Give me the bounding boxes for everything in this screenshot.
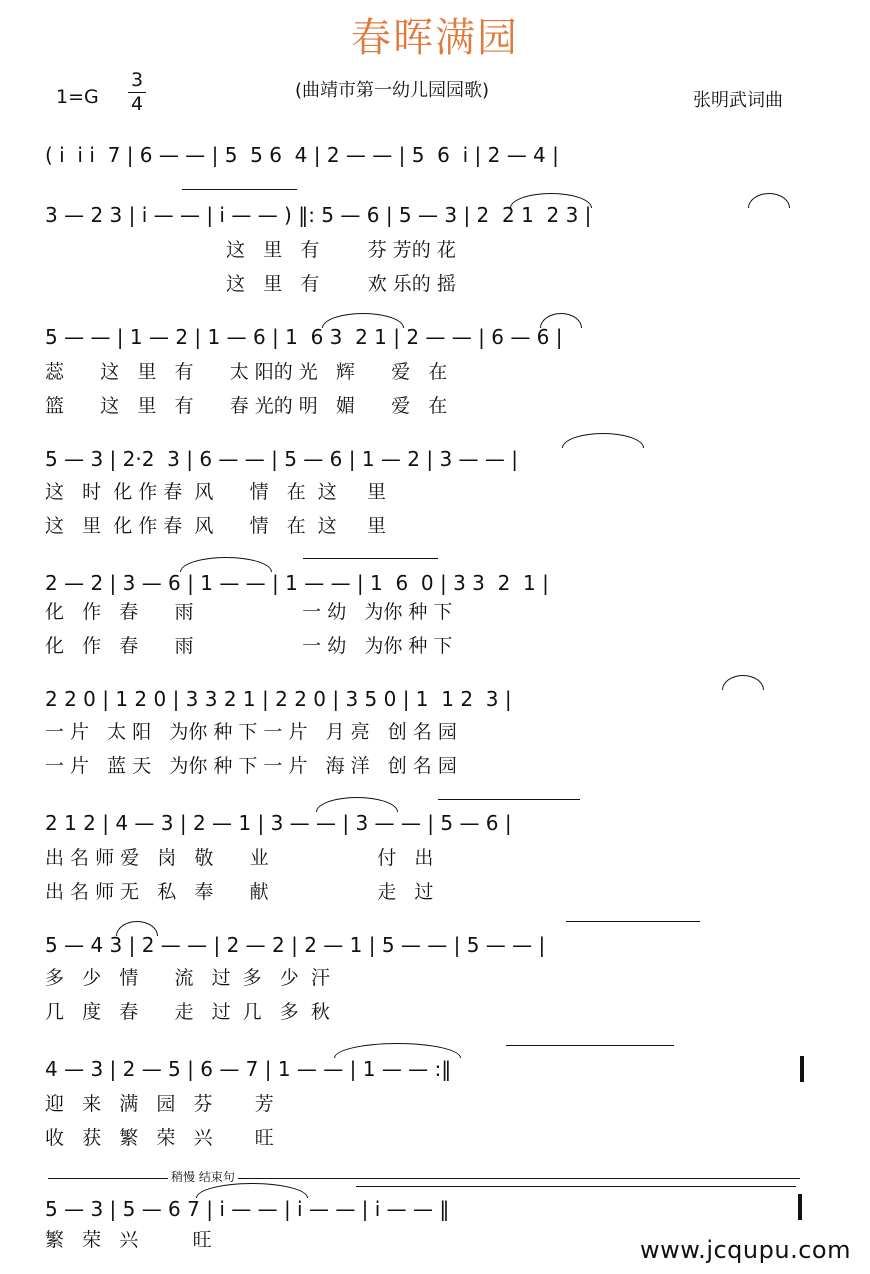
notation-row: 5 — 3 | 5 — 6 7 | i — — | i — — | i — — ‖ [45,1197,450,1221]
slur-mark [322,313,404,328]
phrase-line [48,1178,800,1179]
lyric-line-2: 化 作 春 雨 一 幼 为你 种 下 [45,635,453,657]
lyric-line-2: 这 里 有 欢 乐的 摇 [45,273,456,295]
tie-mark [506,1045,674,1046]
lyric-line-2: 一 片 蓝 天 为你 种 下 一 片 海 洋 创 名 园 [45,755,457,777]
slur-mark [334,1043,461,1058]
slur-mark [116,921,158,936]
lyric-line-2: 篮 这 里 有 春 光的 明 媚 爱 在 [45,395,448,417]
lyric-line-1: 多 少 情 流 过 多 少 汗 [45,967,330,989]
tie-mark [182,189,297,190]
lyric-line-2: 出 名 师 无 私 奉 献 走 过 [45,881,434,903]
lyric-line-1: 繁 荣 兴 旺 [45,1229,212,1251]
tie-mark [303,558,438,559]
slur-mark [196,1183,308,1198]
lyric-line-1: 出 名 师 爱 岗 敬 业 付 出 [45,847,434,869]
notation-row: 5 — — | 1 — 2 | 1 — 6 | 1 6 3 2 1 | 2 — — | 6 — 6 | [45,325,563,349]
time-signature-bottom: 4 [130,93,144,115]
subtitle: (曲靖市第一幼儿园园歌) [295,80,490,101]
lyric-line-2: 几 度 春 走 过 几 多 秋 [45,1001,330,1023]
repeat-end-barline [800,1056,804,1082]
slur-mark [562,433,644,448]
slur-mark [540,313,582,328]
slur-mark [748,193,790,208]
lyric-line-1: 化 作 春 雨 一 幼 为你 种 下 [45,601,453,623]
song-title: 春晖满园 [351,15,519,61]
notation-row: 2 2 0 | 1 2 0 | 3 3 2 1 | 2 2 0 | 3 5 0 | 1 1 2 3 | [45,687,512,711]
watermark: www.jcqupu.com [640,1236,851,1264]
notation-row: 4 — 3 | 2 — 5 | 6 — 7 | 1 — — | 1 — — :‖ [45,1057,452,1081]
composer-credit: 张明武词曲 [693,90,783,111]
tempo-mark: 稍慢 结束句 [168,1168,238,1185]
notation-row: 2 1 2 | 4 — 3 | 2 — 1 | 3 — — | 3 — — | 5 — 6 | [45,811,512,835]
notation-row: 5 — 4 3 | 2 — — | 2 — 2 | 2 — 1 | 5 — — | 5 — — | [45,933,546,957]
lyric-line-1: 这 里 有 芬 芳的 花 [45,239,456,261]
tie-mark [566,921,700,922]
lyric-line-1: 一 片 太 阳 为你 种 下 一 片 月 亮 创 名 园 [45,721,457,743]
slur-mark [180,557,272,572]
notation-row: ( i i i 7 | 6 — — | 5 5 6 4 | 2 — — | 5 6 i | 2 — 4 | [45,143,559,167]
tie-mark [438,799,580,800]
time-signature [128,70,146,115]
lyric-line-1: 蕊 这 里 有 太 阳的 光 辉 爱 在 [45,361,448,383]
lyric-line-2: 这 里 化 作 春 风 情 在 这 里 [45,515,386,537]
lyric-line-2: 收 获 繁 荣 兴 旺 [45,1127,274,1149]
key-signature: 1=G [56,86,99,108]
time-signature-top: 3 [130,69,144,91]
slur-mark [722,675,764,690]
lyric-line-1: 迎 来 满 园 芬 芳 [45,1093,274,1115]
slur-mark [316,797,398,812]
notation-row: 5 — 3 | 2·2 3 | 6 — — | 5 — 6 | 1 — 2 | 3 — — | [45,447,518,471]
notation-row: 2 — 2 | 3 — 6 | 1 — — | 1 — — | 1 6 0 | 3 3 2 1 | [45,571,549,595]
slur-mark [510,193,592,208]
final-barline [798,1194,802,1220]
lyric-line-1: 这 时 化 作 春 风 情 在 这 里 [45,481,386,503]
notation-row: 3 — 2 3 | i — — | i — — ) ‖: 5 — 6 | 5 — 3 | 2 2 1 2 3 | [45,203,592,227]
tie-mark [356,1186,796,1187]
